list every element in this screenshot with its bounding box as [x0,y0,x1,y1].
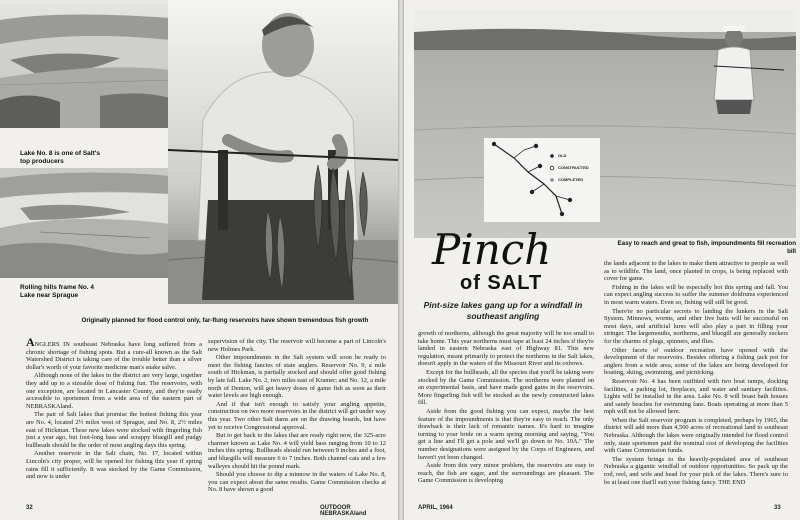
angler-main-photo [168,0,398,304]
left-column-1: ANGLERS IN southeast Nebraska have long suffered from a chronic shortage of fishing spots. But a cure-all known as the Salt Watershed District is taking care of the trouble better than a silver dollar's worth of your favorite medicine man's snake salve. Although none of the lakes in the district are very large, together they add up to a sizeable dose of fishing fun. The reservoirs, with one exception, are located in Lancaster County, and they're easily accessible to sportsmen from a wide area of the eastern part of NEBRASKAland. The pair of Salt lakes that promise the hottest fishing this year are No. 4, located 2½ miles west of Sprague, and No. 8, 2½ miles east of Hickman. These new lakes were stocked with fingerling fish just a year ago, but foot-long bass and scrappy bluegill and pudgy bullheads should be the order of most angling days this spring. Another reservoir in the Salt chain, No. 17, located within Lincoln's city proper, will be opened for fishing this year if spring rains fill it sufficiently. It was stocked by the Game Commission, and now is under [26,338,202,481]
map-legend-old: OLD [558,153,567,158]
map-legend-constructed: CONSTRUCTED [558,165,589,170]
article-title-of-salt: of SALT [460,272,543,294]
article-title-pinch: Pinch [432,225,552,274]
folio-page-number-left: 32 [26,505,33,511]
caption-rolling-hills: Rolling hills frame No. 4 Lake near Sprague [20,284,95,299]
right-page [404,0,800,520]
caption-easy-reach: Easy to reach and great to fish, impoundments fill recreation bill [617,240,796,255]
caption-main-photo: Originally planned for flood control only, far-flung reservoirs have shown tremendous fish growth [81,317,369,324]
right-column-1: growth of northerns, although the great majority will be too small to take home. This year northerns must tape at least 24 inches if they're landed in eastern Nebraska east of Highway 81. This new regulation, meant primarily to protect the northerns in the Salt lakes, doesn't apply in the waters of the Missouri River and its oxbows. Except for the bullheads, all the species that you'll be taking were stocked by the Game Commission. The northerns were planted on an experimental basis, and have made good gains in the reservoirs. More fingerling fish will be stocked as the newly constructed lakes fill. Aside from the good fishing you can expect, maybe the best feature of the impoundments is that they're easy to reach. The only drawback is their lack of romantic names. It's hard to imagine turning to your bride on a warm spring morning and saying, "You get a line and I'll get a pole and we'll go down to No. 10A." The number designations were assigned by the Corps of Engineers, and haven't yet been changed. Aside from this very minor problem, the reservoirs are easy to reach, the fish are eager, and the surroundings are pleasant. The Game Commission is developing [418,330,594,485]
left-column-2: supervision of the city. The reservoir will become a part of Lincoln's new Holmes Park. Other impoundments in the Salt system will soon be ready to meet the fishing fancies of state anglers. Reservoir No. 9, a mile south of Hickman, is partially stocked and should offer good fishing by late fall. Lake No. 2, two miles east of Kramer; and No. 12, a mile north of Denton, will get heavy doses of game fish as soon as their water levels are high enough. And if that isn't enough to satisfy your angling appetite, construction on two more reservoirs in the district will get under way this year. Two other Salt dams are on the drawing boards, but have yet to receive Congressional approval. But to get back to the lakes that are ready right now, the 325-acre charmer known as Lake No. 4 will yield bass ranging from 10 to 12 inches this spring. Bullheads should run between 9 inches and a foot, and bluegills will measure 6 to 7 inches. Both channel cats and a few walleyes should hit the pound mark. Should you choose to dip a minnow in the waters of Lake No. 8, you can expect about the same results. Game Commission checks at No. 8 have shown a good [208,338,386,494]
article-deck: Pint-size lakes gang up for a windfall in southeast angling [423,300,583,321]
left-page [0,0,398,520]
rolling-hills-aerial-photo [0,168,170,278]
folio-page-number-right: 33 [774,505,781,511]
lake-8-aerial-photo [0,0,170,128]
folio-date: APRIL, 1964 [418,505,453,511]
map-legend-completed: COMPLETED [558,177,584,182]
angler-lake-photo [414,10,796,238]
right-column-2: the lands adjacent to the lakes to make them attractive to people as well as to wildlife. The land, once planted in crops, is being replaced with cover for game. Fishing in the lakes will be especially hot this spring and fall. You can expect angling success to suffer the summer doldrums experienced in most warm waters. Even so, fishing will still be good. There're no particular secrets to landing the lunkers in the Salt System. Minnows, worms, and other live baits will be successful on most days, and artificial lures will also play a part in filling your stringer. The largemouths, northerns, and bluegill are generally suckers for the charms of plugs, spinners, and flies. Other facets of outdoor recreation have opened with the development of the reservoirs. Besides offering a fishing jack pot for anglers from a wide area, some of the lakes are being developed for boating, skiing, swimming, and picnicking. Reservoir No. 4 has been outfitted with two boat ramps, docking facilities, a parking lot, fireplaces, and water and sanitary facilities. Lights will be installed in the area. Lake No. 8 will boast bath houses and sandy beaches for swimming fans. Boats operating at more than 5 mph will not be allowed here. When the Salt reservoir program is completed, perhaps by 1965, the district will add more than 4,500 acres of recreational land to southeast Nebraska. Although the lakes were originally intended for flood control only, state sportsmen paid the nominal cost of developing the facilities with Game Commission funds. The system brings to the heavily-populated area of southeast Nebraska a gigantic windfall of outdoor opportunities. So pack up the rod, reel, and wife and head for your pick of the lakes. There's sure to be at least one that'll suit your fishing fancy. THE END [604,260,788,486]
folio-magazine-title: OUTDOOR NEBRASKAland [320,505,367,517]
caption-lake-8: Lake No. 8 is one of Salt's top producers [20,150,100,165]
salt-district-map [484,138,600,222]
